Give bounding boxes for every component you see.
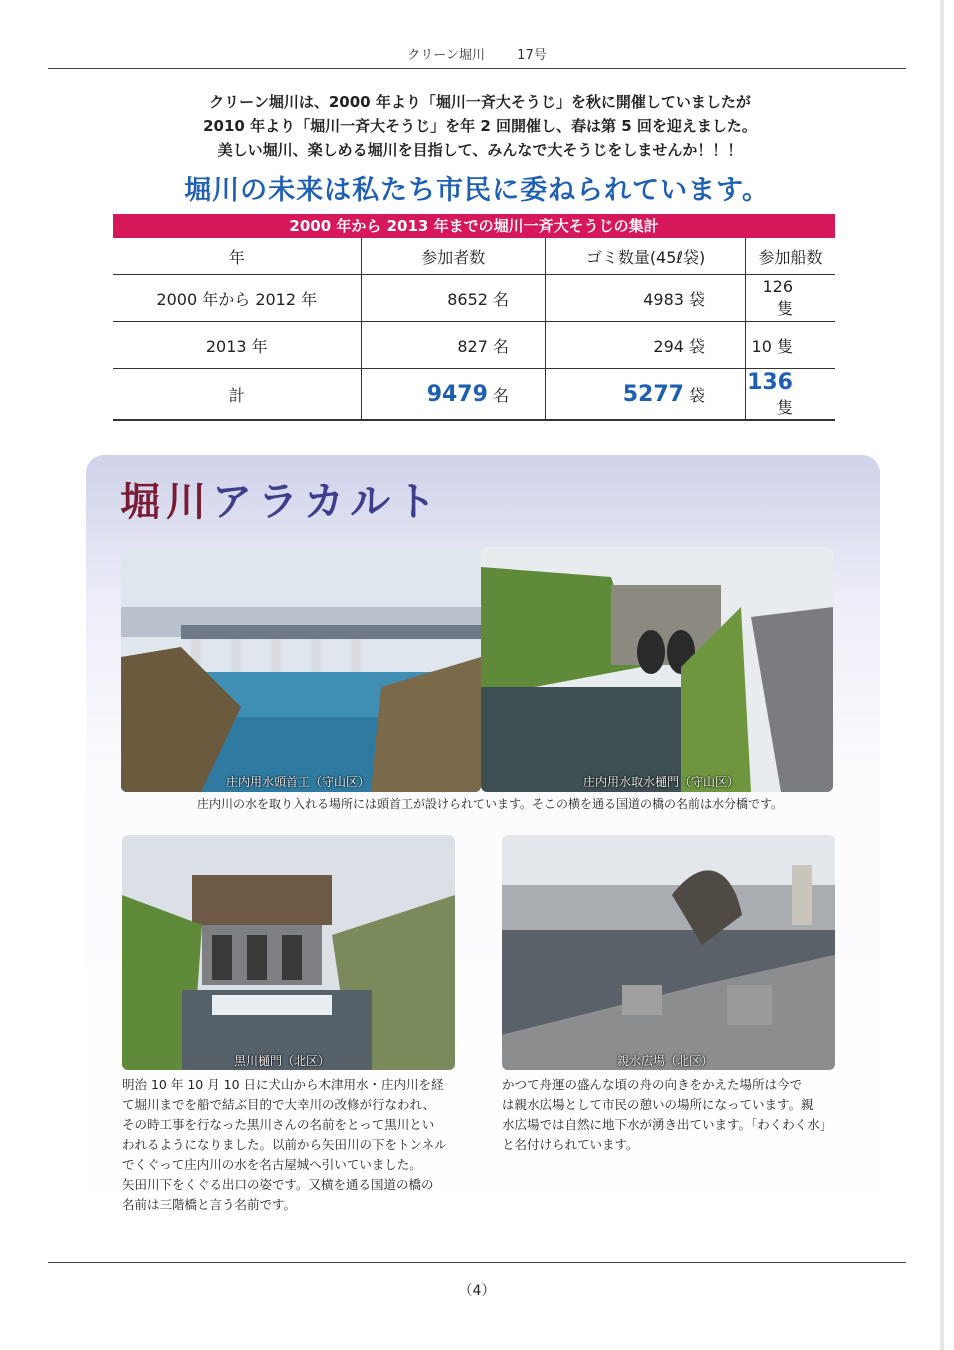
total-boats-value: 136 bbox=[747, 370, 793, 395]
photo-kurokawa-gate bbox=[122, 835, 455, 1070]
participants-unit: 名 bbox=[493, 289, 510, 309]
boats-cell bbox=[746, 369, 835, 421]
photos-description: 庄内川の水を取り入れる場所には頭首工が設けられています。そこの横を通る国道の橋の名前は水分橋です。 bbox=[196, 797, 784, 811]
column-header: 年 bbox=[113, 238, 361, 275]
text-line: は親水広場として市民の憩いの場所になっています。親 bbox=[502, 1097, 814, 1112]
table-row bbox=[113, 275, 835, 322]
publication-name: クリーン堀川 bbox=[407, 48, 486, 63]
column-header: 参加者数 bbox=[361, 238, 545, 275]
section-title-part2: アラカルト bbox=[212, 478, 442, 525]
year-cell: 2013 年 bbox=[113, 322, 361, 369]
bags-unit: 袋 bbox=[689, 336, 706, 356]
boats-unit: 隻 bbox=[776, 398, 793, 417]
intro-text bbox=[80, 90, 880, 162]
bags-value: 294 bbox=[653, 336, 684, 356]
participants-unit: 名 bbox=[493, 385, 510, 405]
intro-line: クリーン堀川は、2000 年より「堀川一斉大そうじ」を秋に開催していましたが bbox=[209, 93, 751, 111]
total-participants-value: 9479 bbox=[426, 381, 488, 407]
headline: 堀川の未来は私たち市民に委ねられています。 bbox=[184, 175, 770, 206]
year-cell: 2000 年から 2012 年 bbox=[113, 275, 361, 322]
boats-value: 126 bbox=[762, 277, 793, 296]
page-header bbox=[48, 44, 906, 69]
kurokawa-description bbox=[122, 1075, 467, 1215]
text-line: 水広場では自然に地下水が湧き出ています。「わくわく水」 bbox=[502, 1117, 833, 1132]
photo-intake-gate-image bbox=[481, 547, 833, 792]
boats-cell bbox=[746, 322, 835, 369]
boats-value: 10 bbox=[751, 336, 772, 356]
boats-unit: 隻 bbox=[776, 336, 793, 356]
table-total-row bbox=[113, 369, 835, 421]
plaza-description bbox=[502, 1075, 847, 1155]
text-line: て堀川までを船で結ぶ目的で大幸川の改修が行なわれ、 bbox=[122, 1097, 436, 1112]
bags-unit: 袋 bbox=[689, 385, 706, 405]
photo-caption: 庄内用水頭首工（守山区） bbox=[226, 775, 371, 789]
text-line: 明治 10 年 10 月 10 日に犬山から木津用水・庄内川を経 bbox=[122, 1077, 444, 1092]
bags-cell bbox=[546, 369, 746, 421]
total-label: 計 bbox=[113, 369, 361, 421]
boats-cell bbox=[746, 275, 835, 322]
bags-cell bbox=[546, 275, 746, 322]
section-title bbox=[120, 470, 442, 527]
photo-headworks-image bbox=[121, 547, 481, 792]
photo-waterside-plaza bbox=[502, 835, 835, 1070]
issue-number: 17号 bbox=[517, 48, 547, 63]
page-edge bbox=[940, 0, 944, 1350]
text-line: 名前は三階橋と言う名前です。 bbox=[122, 1197, 297, 1212]
footer-divider bbox=[48, 1262, 906, 1263]
intro-line: 美しい堀川、楽しめる堀川を目指して、みんなで大そうじをしませんか！！！ bbox=[217, 141, 743, 159]
participants-value: 8652 bbox=[447, 289, 488, 309]
text-line: でくぐって庄内川の水を名古屋城へ引いていました。 bbox=[122, 1157, 422, 1172]
photo-caption: 親水広場（北区） bbox=[617, 1054, 714, 1068]
boats-unit: 隻 bbox=[776, 299, 793, 318]
bags-cell bbox=[546, 322, 746, 369]
total-bags-value: 5277 bbox=[622, 381, 684, 407]
participants-cell bbox=[361, 322, 545, 369]
column-header: 参加船数 bbox=[746, 238, 835, 275]
photo-intake-gate bbox=[481, 547, 833, 792]
text-line: われるようになりました。以前から矢田川の下をトンネル bbox=[122, 1137, 447, 1152]
photo-headworks bbox=[121, 547, 481, 792]
text-line: と名付けられています。 bbox=[502, 1137, 639, 1152]
section-title-part1: 堀川 bbox=[120, 478, 212, 525]
photo-waterside-plaza-image bbox=[502, 835, 835, 1070]
text-line: 矢田川下をくぐる出口の姿です。又横を通る国道の橋の bbox=[122, 1177, 434, 1192]
table-title: 2000 年から 2013 年までの堀川一斉大そうじの集計 bbox=[113, 214, 835, 238]
text-line: かつて舟運の盛んな頃の舟の向きをかえた場所は今で bbox=[502, 1077, 803, 1092]
participants-cell bbox=[361, 275, 545, 322]
participants-unit: 名 bbox=[493, 336, 510, 356]
text-line: その時工事を行なった黒川さんの名前をとって黒川とい bbox=[122, 1117, 435, 1132]
photo-caption: 庄内用水取水樋門（守山区） bbox=[583, 775, 740, 789]
participants-value: 827 bbox=[457, 336, 488, 356]
photo-kurokawa-gate-image bbox=[122, 835, 455, 1070]
bags-unit: 袋 bbox=[689, 289, 706, 309]
bags-value: 4983 bbox=[643, 289, 684, 309]
table-row bbox=[113, 322, 835, 369]
participants-cell bbox=[361, 369, 545, 421]
photo-caption: 黒川樋門（北区） bbox=[234, 1054, 331, 1068]
stats-table bbox=[113, 238, 835, 421]
page-number: （4） bbox=[458, 1283, 496, 1299]
intro-line: 2010 年より「堀川一斉大そうじ」を年 2 回開催し、春は第 5 回を迎えました。 bbox=[203, 117, 757, 135]
column-header: ゴミ数量(45ℓ袋) bbox=[546, 238, 746, 275]
table-header-row bbox=[113, 238, 835, 275]
